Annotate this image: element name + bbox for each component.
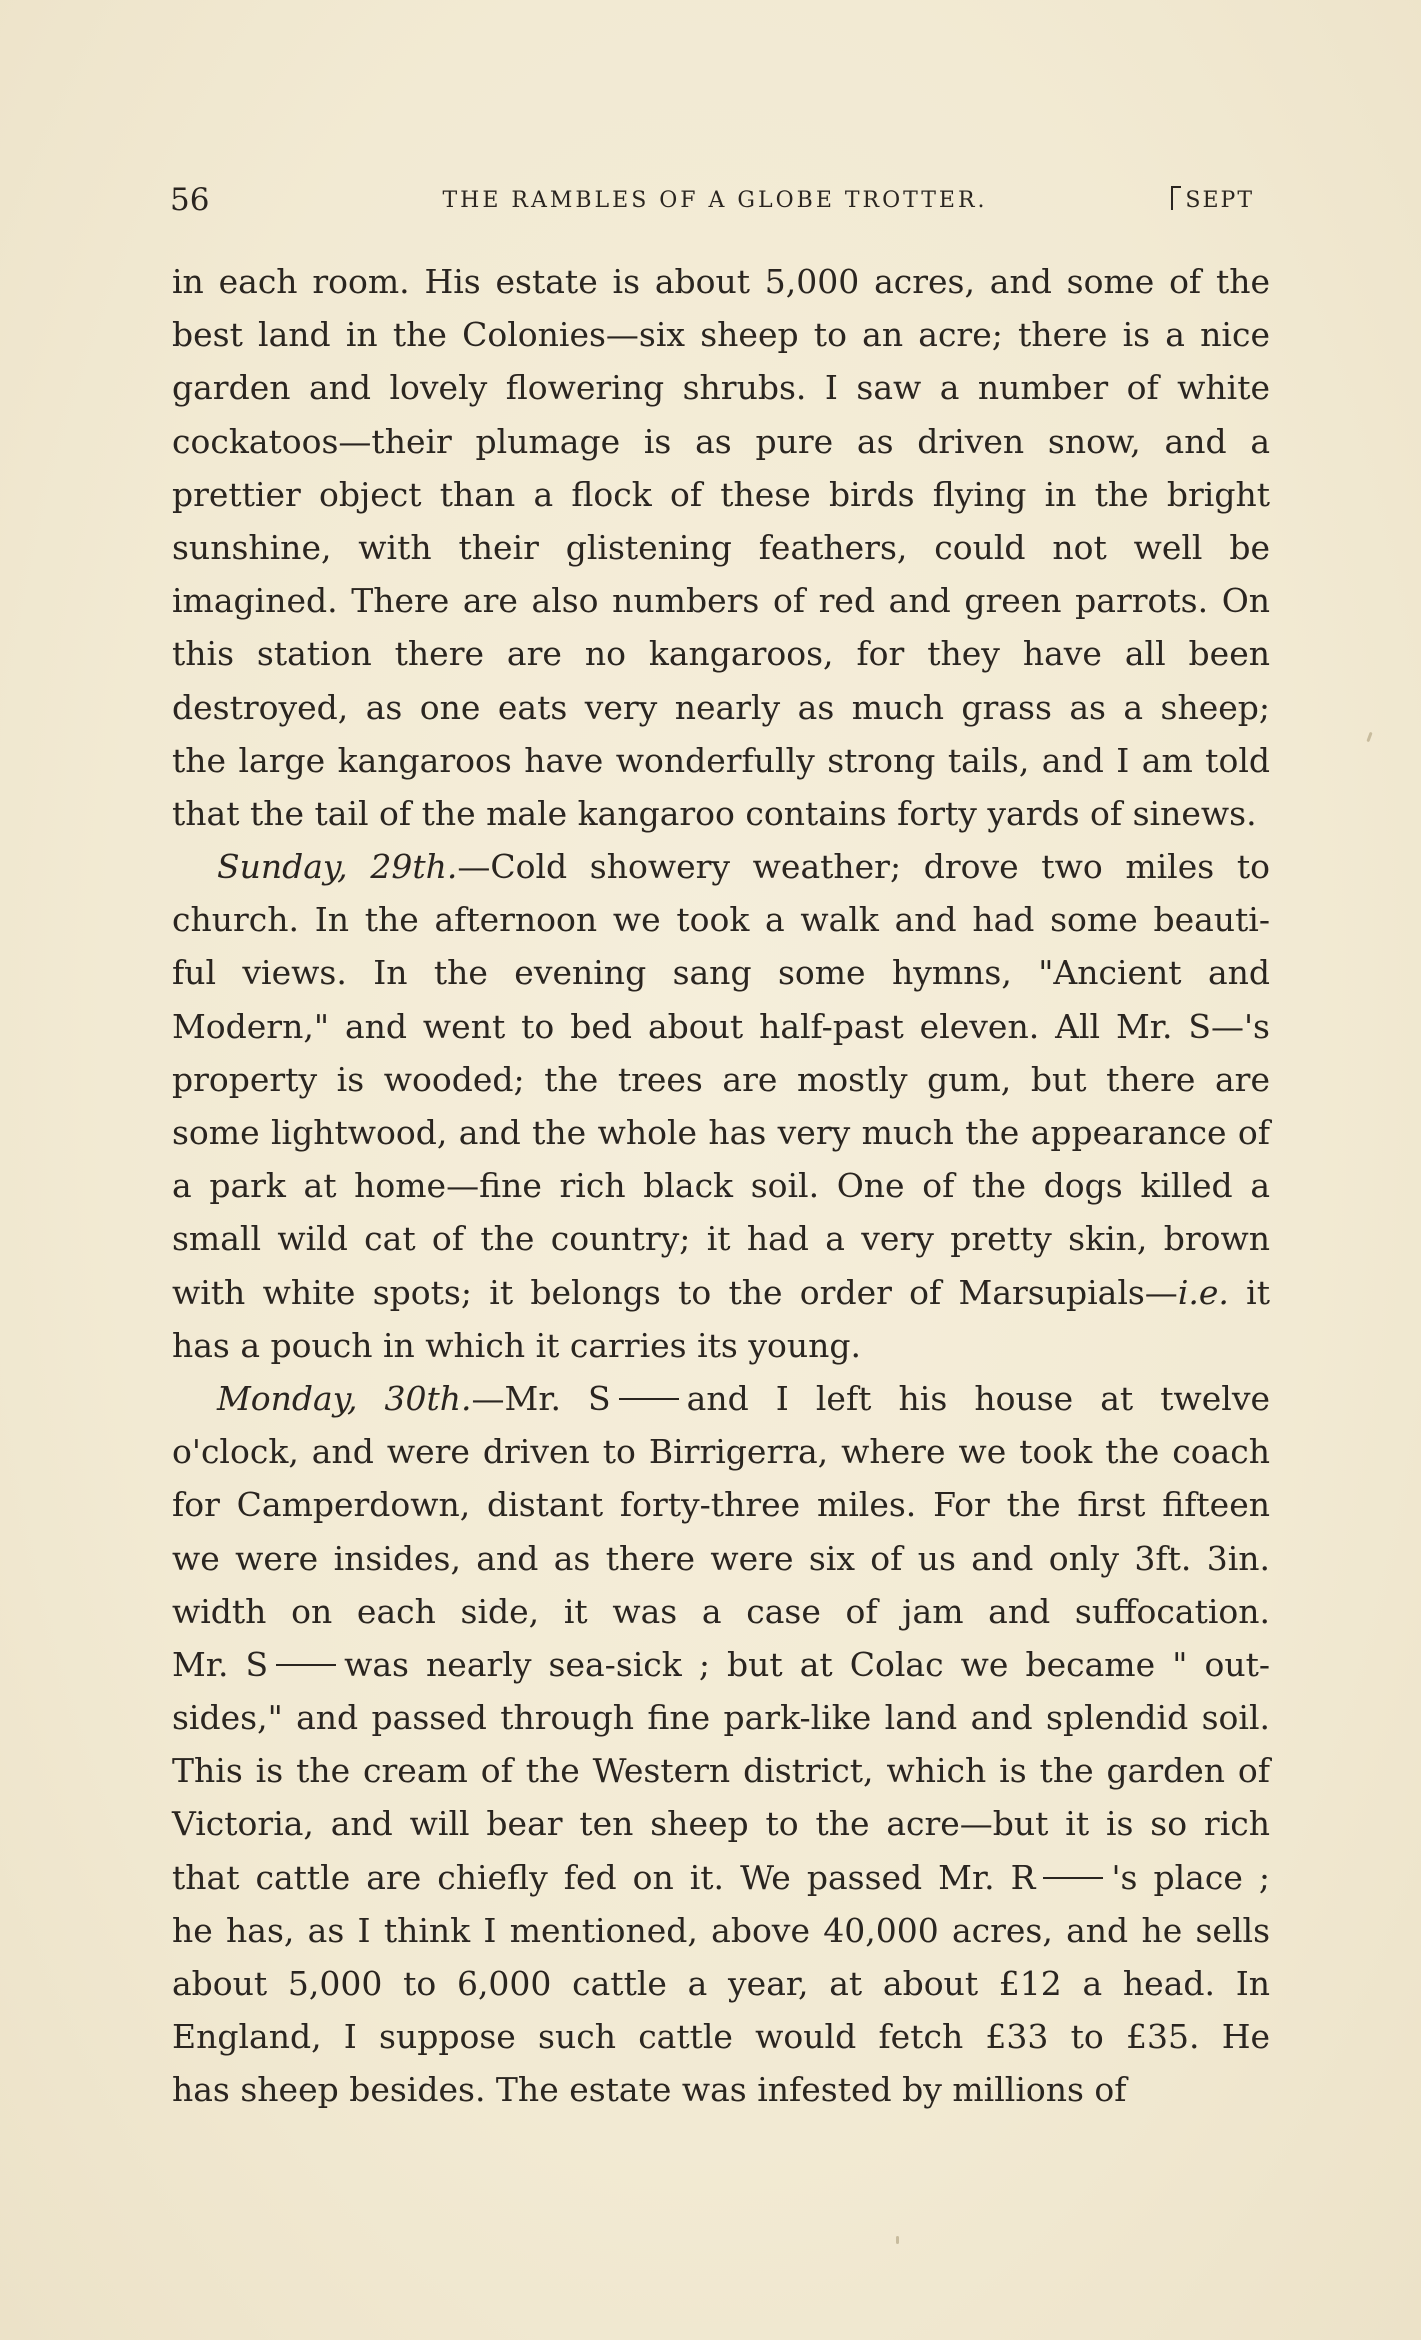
date-mark xyxy=(1171,188,1254,213)
text-line: that the tail of the male kangaroo contains forty yards of sinews. xyxy=(172,793,1257,833)
text-line: imagined. There are also numbers of red and green parrots. On xyxy=(172,581,1270,621)
entry-day: Monday, xyxy=(217,1378,358,1418)
paper-speck xyxy=(896,2236,899,2244)
name-dash xyxy=(619,1398,679,1400)
text-line xyxy=(172,1266,1270,1319)
text-line: o'clock, and were driven to Birrigerra, where we took the coach xyxy=(172,1432,1270,1472)
text-segment: that cattle are chiefly fed on it. We passed Mr. R xyxy=(172,1857,1036,1897)
text-line: England, I suppose such cattle would fetch £33 to £35. He xyxy=(172,2017,1270,2057)
text-line: ful views. In the evening sang some hymns, "Ancient and xyxy=(172,953,1270,993)
text-line: best land in the Colonies—six sheep to an acre; there is a nice xyxy=(172,315,1270,355)
text-line: this station there are no kangaroos, for they have all been xyxy=(172,634,1270,674)
text-line: Victoria, and will bear ten sheep to the acre—but it is so rich xyxy=(172,1804,1270,1844)
entry-text: and I left his house at twelve xyxy=(686,1378,1270,1418)
entry-date: 29th. xyxy=(370,847,458,887)
bracket-mark xyxy=(1171,186,1181,210)
text-line: we were insides, and as there were six of us and only 3ft. 3in. xyxy=(172,1538,1270,1578)
diary-entry-sunday xyxy=(172,840,1270,893)
text-line: prettier object than a flock of these birds flying in the bright xyxy=(172,474,1270,514)
text-line: small wild cat of the country; it had a very pretty skin, brown xyxy=(172,1219,1270,1259)
entry-text: —Cold showery weather; drove two miles to xyxy=(457,847,1270,887)
entry-text: —Mr. S xyxy=(471,1378,611,1418)
abbreviation: i.e. xyxy=(1177,1272,1229,1312)
book-title: THE RAMBLES OF A GLOBE TROTTER. xyxy=(442,188,988,213)
text-segment: it xyxy=(1228,1272,1270,1312)
text-line: width on each side, it was a case of jam and suffocation. xyxy=(172,1591,1270,1631)
text-line: cockatoos—their plumage is as pure as driven snow, and a xyxy=(172,421,1270,461)
text-line: in each room. His estate is about 5,000 acres, and some of the xyxy=(172,262,1270,301)
text-line: for Camperdown, distant forty-three miles. For the first fifteen xyxy=(172,1485,1270,1525)
entry-date: 30th. xyxy=(384,1378,472,1418)
text-segment: with white spots; it belongs to the order of Marsupials— xyxy=(172,1272,1178,1312)
text-line: sides," and passed through fine park-like land and splendid soil. xyxy=(172,1698,1270,1738)
text-line: garden and lovely flowering shrubs. I saw a number of white xyxy=(172,368,1270,408)
diary-entry-monday xyxy=(172,1372,1270,1425)
text-line: property is wooded; the trees are mostly gum, but there are xyxy=(172,1059,1270,1099)
text-line: has a pouch in which it carries its young. xyxy=(172,1325,861,1365)
text-line: some lightwood, and the whole has very much the appearance of xyxy=(172,1113,1270,1152)
text-segment: 's place ; xyxy=(1111,1857,1271,1897)
text-line: This is the cream of the Western district, which is the garden of xyxy=(172,1751,1270,1791)
text-line: has sheep besides. The estate was infested by millions of xyxy=(172,2070,1127,2110)
text-line xyxy=(172,1851,1270,1904)
entry-day: Sunday, xyxy=(217,847,348,887)
text-line: Modern," and went to bed about half-past eleven. All Mr. S—'s xyxy=(172,1006,1270,1046)
text-line: about 5,000 to 6,000 cattle a year, at about £12 a head. In xyxy=(172,1964,1270,2003)
page-number: 56 xyxy=(170,182,210,218)
text-line: he has, as I think I mentioned, above 40,000 acres, and he sells xyxy=(172,1910,1270,1950)
date-mark-text: SEPT xyxy=(1185,188,1254,213)
text-line: a park at home—fine rich black soil. One of the dogs killed a xyxy=(172,1166,1270,1206)
name-dash xyxy=(276,1664,336,1666)
text-segment: Mr. S xyxy=(172,1644,269,1684)
text-line xyxy=(172,1638,1270,1691)
text-segment: was nearly sea-sick ; but at Colac we became " out- xyxy=(344,1644,1270,1684)
text-line: sunshine, with their glistening feathers, could not well be xyxy=(172,527,1270,567)
text-line: destroyed, as one eats very nearly as much grass as a sheep; xyxy=(172,687,1270,727)
body-text xyxy=(172,255,1270,2117)
paper-speck xyxy=(1366,732,1372,742)
name-dash xyxy=(1043,1877,1103,1879)
text-line: the large kangaroos have wonderfully strong tails, and I am told xyxy=(172,740,1270,780)
text-line: church. In the afternoon we took a walk and had some beauti- xyxy=(172,900,1270,940)
running-head xyxy=(170,182,1260,222)
